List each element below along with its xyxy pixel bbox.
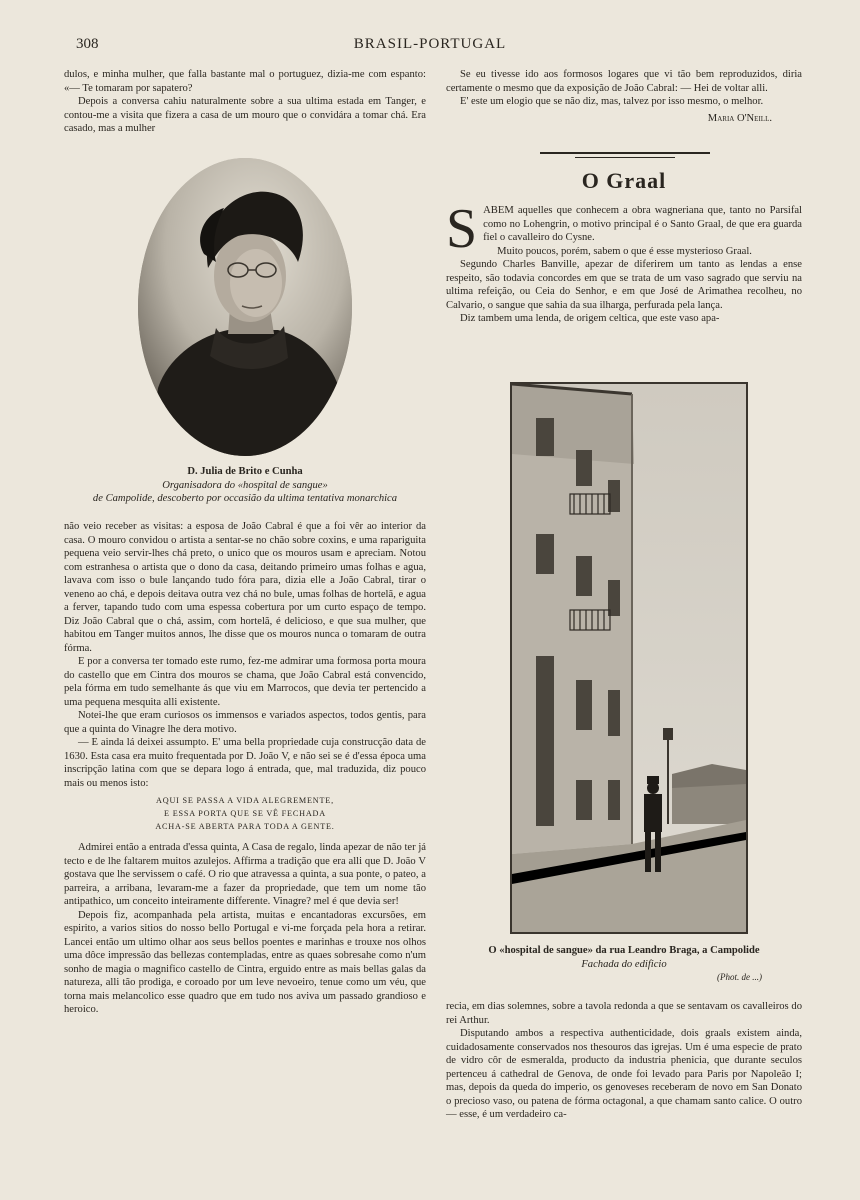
left-column-top xyxy=(64,68,426,136)
caption-title: O «hospital de sangue» da rua Leandro Braga, a Campolide xyxy=(488,945,760,956)
paragraph: não veio receber as visitas: a esposa de João Cabral é que a foi vêr ao interior da casa. O mouro convidou o artista a sentar-se no chão sobre coxins, e uma rapariguita pequena veio servir-lhes chá preto, o unico que os mouros usam e apreciam. Notou com estranhesa o artista que o dono da casa, deitando primeiro umas folhas e agua, lavava com isso o bule lançando tudo fóra para, dizia elle a João Cabral, tirar o veneno ao chá, e depois deitava outra vez chá no bule, umas folhas de hortelã, e agua a ferver, tapando tudo com uma espessa cobertura por um curto espaço de tempo. Diz João Cabral que o chá, assim, com hortelã, é delicioso, e que sua mulher, que habitou em Tanger muitos annos, lhe disse que os mouros nunca o tomaram de outra fórma. xyxy=(64,521,426,654)
photo-caption xyxy=(446,944,802,985)
right-column-bottom xyxy=(446,1000,802,1122)
caption-subtitle: Fachada do edificio xyxy=(581,958,667,970)
verse-line: ACHA-SE ABERTA PARA TODA A GENTE. xyxy=(155,822,335,831)
page-number: 308 xyxy=(76,36,99,52)
paragraph: Admirei então a entrada d'essa quinta, A Casa de regalo, linda apezar de não ter já tecto e de lhe faltarem muitos azulejos. Affirma a tradição que era alli que D. João V gostava que lhe servissem o café. O rio que atravessa a quinta, a sua ponte, o pateo, a parreira, a arribana, levaram-me a fazer da propriedade, que tem um nome tão antipathico, um conceito inteiramente differente. Vinagre? mel é que devia ser! xyxy=(64,842,426,907)
running-title: BRASIL-PORTUGAL xyxy=(353,36,507,52)
paragraph: Segundo Charles Banville, apezar de diferirem um tanto as lendas a ense respeito, são todavia concordes em que se trata de um vaso sagrado que serviu na ultima refeição, ou Ceia do Senhor, e em que José de Arimathea recolheu, no Calvario, o sangue que sahia da sua ilharga, perfurada pela lança. xyxy=(446,259,802,311)
building-photo xyxy=(510,382,748,934)
portrait-caption xyxy=(64,465,426,506)
paragraph: Notei-lhe que eram curiosos os immensos e variados aspectos, todos gentis, para que a quinta do Vinagre lhe dera motivo. xyxy=(64,710,426,735)
paragraph: E por a conversa ter tomado este rumo, fez-me admirar uma formosa porta moura do castello que em Cintra dos mouros se chama, que João Cabral está convencido, pela fórma em tudo semelhante ás que viu em Marrocos, que devia ter pertencido a uma pequena mesquita alli existente. xyxy=(64,656,426,708)
paragraph: Disputando ambos a respectiva authenticidade, dois graals existem ainda, cuidadosamente conservados nos thesouros das igrejas. Um é uma especie de prato de vidro côr de esmeralda, producto da industria phenicia, que durante seculos pertenceu á cathedral de Genova, de onde foi levado para Paris por Napoleão I; mas, depois da queda do imperio, os genoveses receberam de novo em San Donato o precioso vaso, ou patena de fórma octagonal, a que chamam santo calice. O outro — esse, é um verdadeiro ca- xyxy=(446,1028,802,1120)
caption-line: Organisadora do «hospital de sangue» xyxy=(162,479,328,491)
drop-cap: S xyxy=(446,198,478,260)
building-image xyxy=(512,384,746,932)
graal-article xyxy=(446,198,802,326)
paragraph: Diz tambem uma lenda, de origem celtica, que este vaso apa- xyxy=(460,313,720,324)
caption-line: de Campolide, descoberto por occasião da ultima tentativa monarchica xyxy=(92,493,398,504)
section-divider xyxy=(540,152,710,158)
portrait-image xyxy=(138,158,352,456)
right-column-top xyxy=(446,68,802,125)
photo-credit: (Phot. de ...) xyxy=(717,972,762,982)
paragraph-text: ABEM aquelles que conhecem a obra wagneriana que, tanto no Parsifal como no Lohengrin, o motivo principal é o Santo Graal, de que era guarda fiel o cavalleiro do Cysne. xyxy=(483,205,802,243)
paragraph: — E ainda lá deixei assumpto. E' uma bella propriedade cuja construcção data de 1630. Esta casa era muito frequentada por D. João V, e não sei se é d'essa época uma inscripção latina com que se depara logo á entrada, que, mal traduzida, diz pouco mais ou menos isto: xyxy=(64,737,426,789)
paragraph: recia, em dias solemnes, sobre a tavola redonda a que se sentavam os cavalleiros do rei Arthur. xyxy=(446,1001,802,1026)
paragraph: Muito poucos, porém, sabem o que é esse mysterioso Graal. xyxy=(497,245,752,257)
latin-inscription xyxy=(64,794,426,833)
paragraph: dulos, e minha mulher, que falla bastante mal o portuguez, dizia-me com espanto: «— Te tomaram por sapatero? xyxy=(64,69,426,94)
caption-name: D. Julia de Brito e Cunha xyxy=(187,466,303,477)
verse-line: E ESSA PORTA QUE SE VÊ FECHADA xyxy=(164,809,326,818)
portrait-photo xyxy=(138,158,352,456)
paragraph: Depois fiz, acompanhada pela artista, muitas e encantadoras excursões, em espirito, a varios sitios do nosso bello Portugal e vi-me forçada pela hora a retirar. Lancei então um ultimo olhar aos seus bellos poentes e marinhas e trouxe nos olhos uma dôce impressão das bellezas contempladas, entre as quaes sobresahe como n'um sonho de magia o magnifico castello de Cintra, erguido entre as mais bellas galas da natureza, alli tão prodiga, e coroado por um leve nevoeiro, tenue como um véu, que torna mais melancolico esse quadro que em tudo nos aviva um passado grandioso e heroico. xyxy=(64,909,426,1015)
left-column-main xyxy=(64,520,426,1017)
paragraph: E' este um elogio que se não diz, mas, talvez por isso mesmo, o melhor. xyxy=(460,96,764,107)
section-title: O Graal xyxy=(581,168,667,193)
paragraph: Se eu tivesse ido aos formosos logares que vi tão bem reproduzidos, diria certamente o mesmo que da exposição de João Cabral: — Hei de voltar alli. xyxy=(446,69,802,94)
verse-line: AQUI SE PASSA A VIDA ALEGREMENTE, xyxy=(156,796,334,805)
paragraph: Depois a conversa cahiu naturalmente sobre a sua ultima estada em Tanger, e contou-me a visita que fizera a casa de um mouro que o convidára a tomar chá. Era casado, mas a mulher xyxy=(64,96,426,134)
page-header xyxy=(60,36,800,56)
author-signature: Maria O'Neill. xyxy=(707,112,772,124)
